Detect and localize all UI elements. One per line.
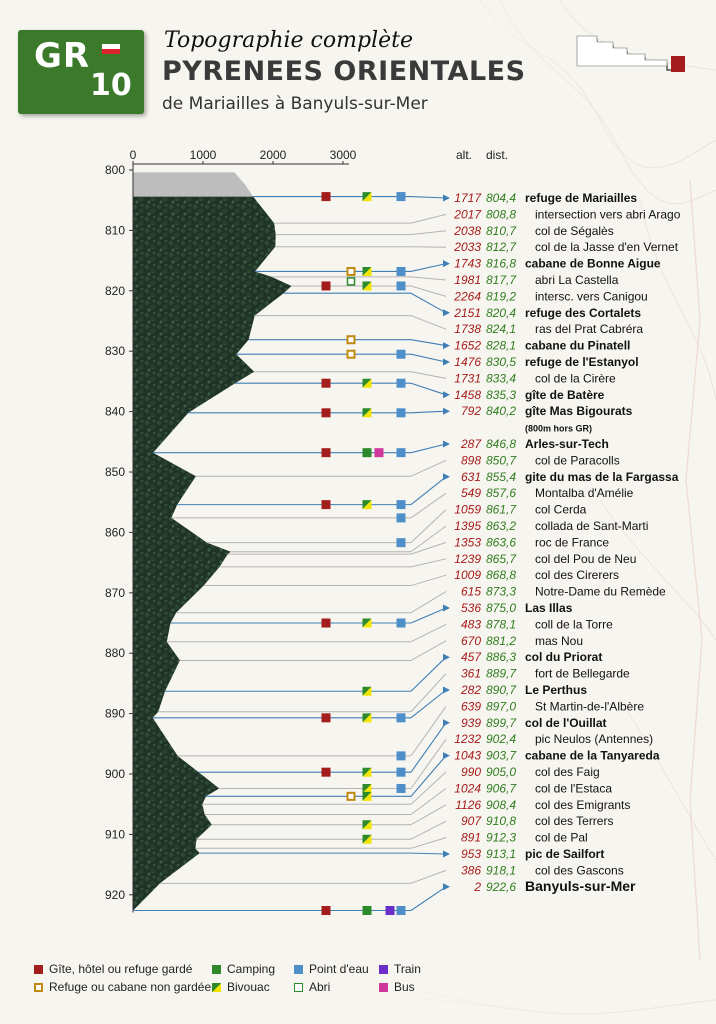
- waypoint-altitude: 1738: [454, 322, 481, 337]
- waypoint-distance: 868,8: [486, 568, 517, 583]
- waypoint-altitude: 1981: [454, 273, 481, 287]
- refuge-icon: [348, 793, 355, 800]
- waypoint-distance: 908,4: [486, 797, 517, 812]
- waypoint-name: col des Emigrants: [535, 797, 631, 812]
- waypoint-distance: 830,5: [486, 355, 517, 369]
- waypoint-altitude: 631: [460, 469, 481, 484]
- waypoint-altitude: 536: [460, 601, 481, 615]
- refuge-icon: [348, 268, 355, 275]
- waypoint-name: mas Nou: [535, 633, 584, 648]
- waypoint-altitude: 287: [460, 437, 481, 451]
- waypoint-altitude: 1652: [454, 338, 481, 353]
- alt-column-header: alt.: [456, 148, 473, 162]
- water-icon: [397, 192, 406, 201]
- y-tick-label: 920: [104, 887, 125, 902]
- waypoint-name: cabane de Bonne Aigue: [525, 256, 661, 271]
- waypoint-altitude: 670: [460, 633, 481, 648]
- waypoint-name: col de Pal: [535, 830, 588, 845]
- waypoint-distance: 810,7: [486, 223, 517, 238]
- y-tick-label: 870: [104, 585, 125, 600]
- waypoint-distance: 840,2: [486, 404, 517, 419]
- gite-icon: [322, 906, 331, 915]
- waypoint-name: refuge de l'Estanyol: [525, 355, 639, 369]
- waypoint-distance: 886,3: [486, 650, 517, 665]
- waypoint-distance: 855,4: [486, 469, 517, 484]
- camping-icon: [212, 965, 221, 974]
- bus-icon: [375, 448, 384, 457]
- waypoint-distance: 902,4: [486, 732, 517, 747]
- water-icon: [397, 513, 406, 522]
- waypoint-distance: 861,7: [486, 502, 517, 517]
- waypoint-name: refuge des Cortalets: [525, 305, 642, 320]
- gite-icon: [322, 768, 331, 777]
- waypoint-name: intersection vers abri Arago: [535, 207, 681, 222]
- waypoint-distance: 878,1: [486, 617, 517, 632]
- page-subtitle: de Mariailles à Banyuls-sur-Mer: [162, 94, 428, 114]
- waypoint-altitude: 282: [460, 683, 481, 697]
- waypoint-name: Le Perthus: [525, 683, 588, 697]
- bivouac-icon: [363, 768, 372, 777]
- x-tick-label: 3000: [329, 148, 357, 162]
- waypoint-altitude: 457: [460, 650, 481, 665]
- legend-item-water: Point d'eau: [294, 962, 369, 976]
- waypoint-distance: 910,8: [486, 814, 517, 829]
- gite-icon: [322, 281, 331, 290]
- waypoint-distance: 850,7: [486, 453, 517, 468]
- waypoint-altitude: 361: [460, 666, 481, 681]
- bivouac-icon: [363, 713, 372, 722]
- waypoint-altitude: 1717: [454, 191, 481, 205]
- refuge-icon: [34, 983, 43, 992]
- logo-number-text: 10: [90, 68, 132, 103]
- waypoint-altitude: 483: [460, 617, 481, 632]
- waypoint-distance: 865,7: [486, 551, 517, 566]
- waypoint-distance: 922,6: [486, 879, 517, 894]
- water-icon: [397, 379, 406, 388]
- waypoint-altitude: 1024: [454, 781, 481, 796]
- waypoint-name: col Cerda: [535, 502, 587, 517]
- bivouac-icon: [363, 619, 372, 628]
- legend-item-camping: Camping: [212, 962, 275, 976]
- waypoint-distance: 905,0: [486, 765, 517, 779]
- waypoint-altitude: 1458: [454, 387, 481, 402]
- waypoint-name: refuge de Mariailles: [525, 191, 638, 205]
- legend-item-bus: Bus: [379, 980, 415, 994]
- bivouac-icon: [363, 192, 372, 201]
- waypoint-distance: 890,7: [486, 683, 517, 697]
- title-line-1: Topographie complète: [164, 28, 413, 53]
- waypoint-distance: 812,7: [486, 240, 517, 255]
- waypoint-name: col de la Cirère: [535, 371, 616, 386]
- waypoint-altitude: 1743: [454, 256, 481, 271]
- waypoint-name: gîte de Batère: [525, 387, 605, 402]
- waypoint-name: col de Ségalès: [535, 223, 614, 238]
- x-tick-label: 1000: [189, 148, 217, 162]
- waypoint-altitude: 953: [460, 847, 481, 861]
- waypoint-distance: 913,1: [486, 847, 517, 861]
- abri-icon: [294, 983, 303, 992]
- waypoint-name: pic Neulos (Antennes): [535, 732, 654, 747]
- waypoint-name: fort de Bellegarde: [535, 666, 630, 681]
- bivouac-icon: [363, 500, 372, 509]
- waypoint-altitude: 386: [460, 863, 481, 878]
- bivouac-icon: [363, 792, 372, 801]
- waypoint-altitude: 1731: [454, 371, 481, 386]
- waypoint-name: col du Priorat: [525, 650, 603, 665]
- waypoint-distance: 835,3: [486, 387, 517, 402]
- gite-icon: [322, 192, 331, 201]
- waypoint-distance: 899,7: [486, 715, 517, 730]
- waypoint-distance: 912,3: [486, 830, 517, 845]
- gite-icon: [322, 379, 331, 388]
- waypoint-altitude: 1126: [455, 797, 481, 812]
- waypoint-distance: 897,0: [486, 699, 517, 714]
- water-icon: [397, 784, 406, 793]
- gite-icon: [322, 408, 331, 417]
- waypoint-altitude: 1043: [454, 748, 481, 763]
- waypoint-name: pic de Sailfort: [525, 847, 605, 861]
- waypoint-altitude: 1232: [454, 732, 481, 747]
- water-icon: [397, 267, 406, 276]
- water-icon: [397, 713, 406, 722]
- waypoint-distance: 828,1: [486, 338, 517, 353]
- water-icon: [397, 768, 406, 777]
- bus-icon: [379, 983, 388, 992]
- waypoint-distance: 918,1: [486, 863, 517, 878]
- water-icon: [397, 751, 406, 760]
- water-icon: [397, 619, 406, 628]
- bivouac-icon: [212, 983, 221, 992]
- waypoint-altitude: 2151: [454, 305, 481, 320]
- waypoint-altitude: 907: [460, 814, 481, 829]
- dist-column-header: dist.: [486, 148, 509, 162]
- waypoint-name: col de l'Ouillat: [525, 715, 607, 730]
- gite-icon: [34, 965, 43, 974]
- waypoint-name: roc de France: [535, 535, 610, 550]
- waypoint-distance: 906,7: [486, 781, 517, 796]
- waypoint-distance: 820,4: [486, 305, 517, 320]
- y-tick-label: 820: [104, 283, 125, 298]
- legend-item-bivouac: Bivouac: [212, 980, 270, 994]
- abri-icon: [348, 278, 355, 285]
- waypoint-altitude: 792: [460, 404, 481, 419]
- gite-icon: [322, 448, 331, 457]
- waypoint-distance: 873,3: [486, 584, 517, 599]
- water-drop-icon: [294, 965, 303, 974]
- train-icon: [379, 965, 388, 974]
- waypoint-name: Notre-Dame du Remède: [535, 584, 666, 599]
- bivouac-icon: [363, 267, 372, 276]
- waypoint-name: gite du mas de la Fargassa: [525, 469, 679, 484]
- y-tick-label: 840: [104, 404, 125, 419]
- waypoint-distance: 889,7: [486, 666, 517, 681]
- y-tick-label: 800: [104, 163, 125, 177]
- y-tick-label: 910: [104, 827, 125, 842]
- waypoint-distance: 816,8: [486, 256, 517, 271]
- waypoint-distance: 819,2: [486, 289, 517, 304]
- y-tick-label: 890: [104, 706, 125, 721]
- waypoint-distance: 808,8: [486, 207, 517, 222]
- legend-item-abri: Abri: [294, 980, 330, 994]
- waypoint-altitude: 990: [460, 765, 481, 779]
- gite-icon: [322, 619, 331, 628]
- logo-gr-text: GR: [34, 36, 91, 76]
- waypoint-distance: 881,2: [486, 633, 517, 648]
- waypoint-altitude: 1009: [454, 568, 481, 583]
- y-tick-label: 880: [104, 646, 125, 661]
- refuge-icon: [348, 351, 355, 358]
- waypoint-altitude: 1476: [454, 355, 481, 369]
- y-tick-label: 850: [104, 465, 125, 479]
- camping-icon: [363, 906, 372, 915]
- waypoint-name: cabane du Pinatell: [525, 338, 631, 353]
- bivouac-icon: [363, 835, 372, 844]
- waypoint-name: col del Pou de Neu: [535, 551, 637, 566]
- x-tick-label: 2000: [259, 148, 287, 162]
- page-title: PYRENEES ORIENTALES: [162, 56, 526, 87]
- waypoint-altitude: 615: [460, 584, 481, 599]
- camping-icon: [363, 448, 372, 457]
- waypoint-name: Arles-sur-Tech: [525, 437, 609, 451]
- waypoint-altitude: 891: [460, 830, 481, 845]
- y-tick-label: 830: [104, 344, 125, 359]
- waypoint-name: col des Faig: [535, 765, 600, 779]
- waypoint-altitude: 639: [460, 699, 481, 714]
- waypoint-altitude: 1059: [454, 502, 481, 517]
- legend-item-train: Train: [379, 962, 421, 976]
- profile-start-segment: [133, 172, 253, 196]
- waypoint-name: collada de Sant-Marti: [535, 519, 649, 533]
- waypoint-distance: 824,1: [486, 322, 517, 337]
- waypoint-name: intersc. vers Canigou: [535, 289, 648, 304]
- gite-icon: [322, 500, 331, 509]
- waypoint-altitude: 2038: [454, 223, 481, 238]
- waypoint-name: abri La Castella: [535, 273, 619, 287]
- y-tick-label: 900: [104, 767, 125, 781]
- waypoint-distance: 875,0: [486, 601, 517, 615]
- waypoint-name: Las Illas: [525, 601, 573, 615]
- waypoint-altitude: 939: [460, 715, 481, 730]
- waypoint-distance: 863,2: [486, 519, 517, 533]
- profile-terrain: [133, 197, 292, 911]
- legend-item-refuge: Refuge ou cabane non gardée: [34, 980, 211, 994]
- water-icon: [397, 281, 406, 290]
- waypoint-name: St Martin-de-l'Albère: [535, 699, 644, 714]
- waypoint-name: col de l'Estaca: [535, 781, 612, 796]
- bivouac-icon: [363, 687, 372, 696]
- y-tick-label: 860: [104, 525, 125, 540]
- waypoint-name: Montalba d'Amélie: [535, 486, 634, 501]
- y-tick-label: 810: [104, 223, 125, 238]
- waypoint-name: col de la Jasse d'en Vernet: [535, 240, 679, 255]
- waypoint-distance: 804,4: [486, 191, 517, 205]
- waypoint-name: col des Cirerers: [535, 568, 620, 583]
- x-tick-label: 0: [129, 148, 137, 162]
- bivouac-icon: [363, 379, 372, 388]
- water-icon: [397, 350, 406, 359]
- waypoint-name: cabane de la Tanyareda: [525, 748, 660, 763]
- waypoint-distance: 846,8: [486, 437, 517, 451]
- waypoint-altitude: 898: [460, 453, 481, 468]
- waypoint-distance: 833,4: [486, 371, 517, 386]
- waypoint-name: Banyuls-sur-Mer: [525, 877, 636, 894]
- waypoint-distance: 857,6: [486, 486, 517, 501]
- legend-item-gite: Gîte, hôtel ou refuge gardé: [34, 962, 192, 976]
- waypoint-altitude: 2264: [454, 289, 481, 304]
- waypoint-name: col des Terrers: [535, 814, 614, 829]
- waypoint-name: ras del Prat Cabréra: [535, 322, 644, 337]
- gite-icon: [322, 713, 331, 722]
- water-icon: [397, 906, 406, 915]
- waypoint-name: col de Paracolls: [535, 453, 620, 468]
- waypoint-distance: 817,7: [486, 273, 517, 287]
- refuge-icon: [348, 336, 355, 343]
- train-icon: [386, 906, 395, 915]
- waypoint-name: coll de la Torre: [535, 617, 613, 632]
- waypoint-altitude: 2: [474, 879, 481, 894]
- waypoint-altitude: 1239: [454, 551, 481, 566]
- bivouac-icon: [363, 820, 372, 829]
- waypoint-altitude: 549: [460, 486, 481, 501]
- waypoint-name: gîte Mas Bigourats: [525, 404, 633, 419]
- water-icon: [397, 448, 406, 457]
- waypoint-distance: 863,6: [486, 535, 517, 550]
- bivouac-icon: [363, 784, 372, 793]
- waypoint-name: col des Gascons: [535, 863, 624, 878]
- waypoint-altitude: 1395: [454, 519, 481, 533]
- waypoint-altitude: 2017: [454, 207, 481, 222]
- water-icon: [397, 500, 406, 509]
- waypoint-distance: 903,7: [486, 748, 517, 763]
- water-icon: [397, 408, 406, 417]
- bivouac-icon: [363, 281, 372, 290]
- waypoint-altitude: 2033: [454, 240, 481, 255]
- water-icon: [397, 538, 406, 547]
- waypoint-altitude: 1353: [454, 535, 481, 550]
- bivouac-icon: [363, 408, 372, 417]
- waypoint-note: (800m hors GR): [525, 423, 593, 434]
